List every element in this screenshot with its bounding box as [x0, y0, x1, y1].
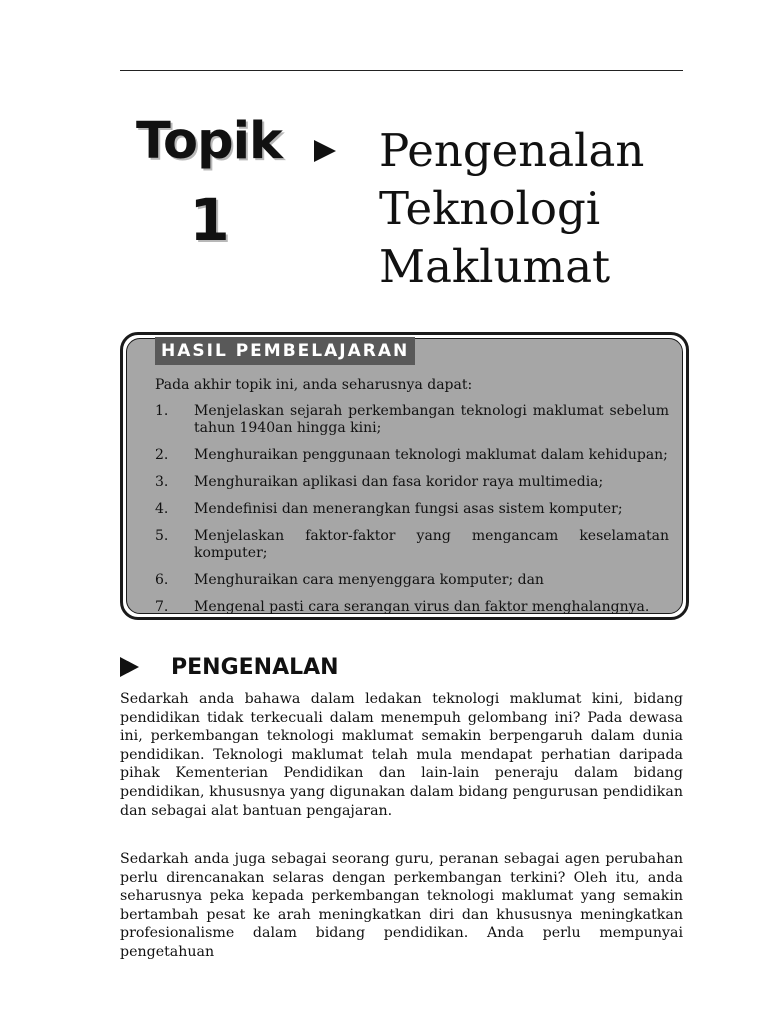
list-item [155, 528, 669, 562]
list-item-number: 2. [155, 447, 169, 463]
chapter-title-line: Teknologi [379, 182, 601, 235]
learning-outcomes-box [120, 332, 689, 620]
top-rule [120, 70, 683, 71]
chapter-title-line: Maklumat [379, 240, 611, 293]
list-item-text: Mendefinisi dan menerangkan fungsi asas sistem komputer; [194, 501, 623, 517]
list-item [155, 403, 669, 437]
learning-outcomes-list [155, 403, 669, 626]
chapter-title [379, 122, 709, 296]
learning-outcomes-heading: HASIL PEMBELAJARAN [155, 337, 415, 365]
list-item-number: 5. [155, 528, 169, 544]
body-paragraph: Sedarkah anda bahawa dalam ledakan teknologi maklumat kini, bidang pendidikan tidak terkecuali dalam menempuh gelombang ini? Pada dewasa ini, perkembangan teknologi maklumat semakin berpengaruh dalam dunia pendidikan. Teknologi maklumat telah mula mendapat perhatian daripada pihak Kementerian Pendidikan dan lain-lain peneraju dalam bidang pendidikan, khususnya yang digunakan dalam bidang pengurusan pendidikan dan sebagai alat bantuan pengajaran. [120, 691, 683, 819]
list-item [155, 474, 669, 491]
topic-word: Topik [136, 112, 282, 171]
section-heading [120, 652, 339, 682]
list-item [155, 599, 669, 616]
section-title: PENGENALAN [171, 654, 339, 680]
list-item-number: 7. [155, 599, 169, 615]
list-item-text: Menjelaskan sejarah perkembangan teknologi maklumat sebelum tahun 1940an hingga kini; [194, 403, 669, 436]
triangle-right-icon [314, 140, 336, 162]
list-item-text: Menghuraikan aplikasi dan fasa koridor raya multimedia; [194, 474, 604, 490]
chapter-title-line: Pengenalan [379, 124, 645, 177]
list-item-number: 3. [155, 474, 169, 490]
list-item-number: 1. [155, 403, 169, 419]
list-item-text: Menjelaskan faktor-faktor yang mengancam keselamatan komputer; [194, 528, 669, 561]
list-item [155, 447, 669, 464]
list-item-number: 4. [155, 501, 169, 517]
learning-outcomes-intro: Pada akhir topik ini, anda seharusnya dapat: [155, 377, 473, 393]
learning-outcomes-panel [126, 338, 683, 614]
body-paragraph: Sedarkah anda juga sebagai seorang guru, peranan sebagai agen perubahan perlu direncanakan selaras dengan perkembangan terkini? Oleh itu, anda seharusnya peka kepada perkembangan teknologi maklumat yang semakin bertambah pesat ke arah meningkatkan diri dan khususnya meningkatkan profesionalisme dalam bidang pendidikan. Anda perlu mempunyai pengetahuan [120, 851, 683, 960]
list-item [155, 501, 669, 518]
list-item-text: Menghuraikan penggunaan teknologi maklumat dalam kehidupan; [194, 447, 668, 463]
topic-number: 1 [189, 186, 229, 254]
list-item-number: 6. [155, 572, 169, 588]
list-item-text: Menghuraikan cara menyenggara komputer; dan [194, 572, 544, 588]
list-item-text: Mengenal pasti cara serangan virus dan faktor menghalangnya. [194, 599, 650, 615]
list-item [155, 572, 669, 589]
triangle-right-icon [120, 657, 139, 677]
topic-label [120, 112, 298, 254]
